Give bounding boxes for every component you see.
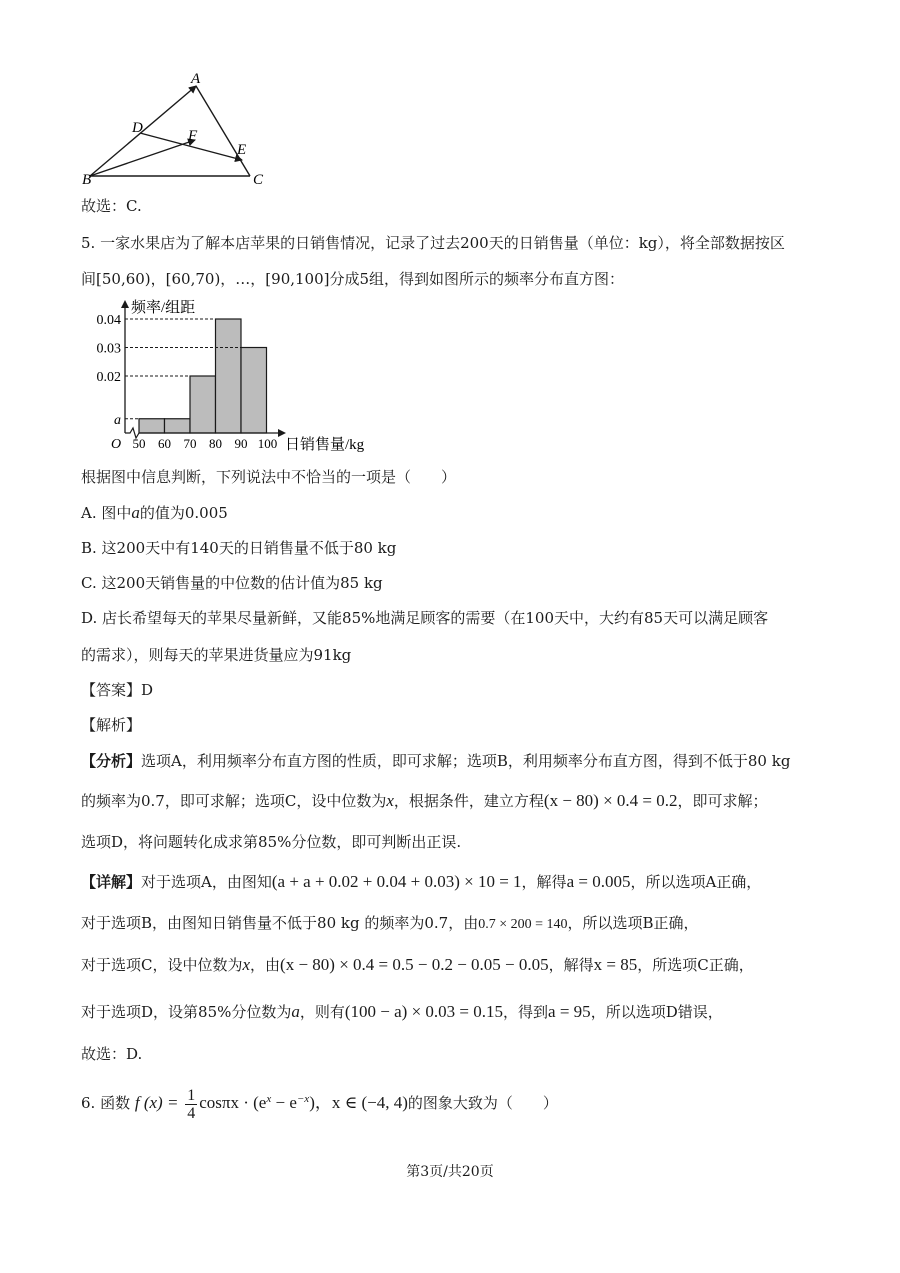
segment-bf <box>90 140 195 176</box>
option-c: C. 这200天销售量的中位数的估计值为85 kg <box>81 574 383 592</box>
q6-minus: − e <box>271 1093 297 1112</box>
segment-ac <box>196 86 250 176</box>
detail-text4-mid: ，则有 <box>299 1003 345 1021</box>
analysis-line3: 选项D，将问题转化成求第85%分位数，即可判断出正误. <box>81 833 462 851</box>
detail-equation3: (x − 80) × 0.4 = 0.5 − 0.2 − 0.05 − 0.05 <box>280 955 549 974</box>
detail-text1-post: ，所以选项A正确， <box>630 873 762 891</box>
histogram-bar <box>165 419 191 433</box>
detail-equation2: 0.7 × 200 = 140 <box>478 917 568 932</box>
q6-sup1: x <box>266 1093 272 1105</box>
x-tick-label: 100 <box>257 436 278 451</box>
detail-var-a: a <box>291 1002 300 1021</box>
analysis-equation: (x − 80) × 0.4 = 0.2 <box>543 791 678 810</box>
histogram-bar <box>241 348 267 434</box>
q6-domain: ，x ∈ (−4, 4) <box>314 1093 408 1112</box>
q6-function: f (x) = <box>134 1093 179 1112</box>
q6-fraction-denominator: 4 <box>187 1104 196 1122</box>
detail-equation4: (100 − a) × 0.03 = 0.15 <box>344 1002 504 1021</box>
final-answer: 故选：D. <box>81 1045 143 1063</box>
q6-fraction-numerator: 1 <box>187 1086 196 1104</box>
analysis-var-x: x <box>386 791 394 810</box>
detail-line3 <box>81 954 754 976</box>
histogram-bar <box>139 419 165 433</box>
y-tick-label: 0.04 <box>96 313 121 328</box>
option-a-text: 的值为0.005 <box>139 504 228 522</box>
option-a-var: a <box>131 503 140 522</box>
label-a: A <box>191 71 201 87</box>
triangle-figure <box>78 68 278 190</box>
analysis-tag: 【分析】 <box>81 752 142 770</box>
q6-line <box>81 1074 558 1124</box>
y-axis-title: 频率/组距 <box>131 300 196 316</box>
detail-text1-mid: ，解得 <box>521 873 567 891</box>
histogram-bar <box>216 319 242 433</box>
histogram-bar <box>190 376 216 433</box>
detail-text3-pre: 对于选项C，设中位数为 <box>81 956 243 974</box>
analysis-text2-pre: 的频率为0.7，即可求解；选项C，设中位数为 <box>81 792 387 810</box>
detail-equation1: (a + a + 0.02 + 0.04 + 0.03) × 10 = 1 <box>271 872 522 891</box>
q5-line2: 间[50,60)，[60,70)，…，[90,100]分成5组，得到如图所示的频率分布直方图： <box>81 270 625 288</box>
x-axis-arrow <box>278 429 286 437</box>
detail-text2-post: ，所以选项B正确， <box>567 914 699 932</box>
q5-line1: 5. 一家水果店为了解本店苹果的日销售情况，记录了过去200天的日销售量（单位：kg），将全部数据按区 <box>81 234 785 252</box>
y-tick-label: 0.02 <box>96 370 121 385</box>
detail-line4 <box>81 1001 723 1023</box>
detail-text4-pre: 对于选项D，设第85%分位数为 <box>81 1003 292 1021</box>
analysis-title: 【解析】 <box>81 716 142 734</box>
analysis-line1 <box>81 750 790 772</box>
q6-body: cosπx · (e <box>199 1093 267 1112</box>
analysis-text2-post: ，即可求解； <box>677 792 768 810</box>
detail-tag: 【详解】 <box>81 873 142 891</box>
detail-text3-mid2: ，解得 <box>548 956 594 974</box>
detail-equation1b: a = 0.005 <box>566 872 631 891</box>
q6-sup2: −x <box>296 1093 310 1105</box>
q6-prefix: 6. 函数 <box>81 1094 131 1112</box>
x-tick-label: 80 <box>209 436 222 451</box>
detail-var-x: x <box>242 955 251 974</box>
q6-postfix: 的图象大致为（ ） <box>407 1094 558 1112</box>
detail-line1 <box>81 871 761 893</box>
y-tick-label: a <box>114 412 121 428</box>
origin-label: O <box>111 437 122 452</box>
option-a-prefix: A. 图中 <box>81 504 132 522</box>
frequency-histogram <box>75 296 375 456</box>
segment-ba <box>90 86 196 176</box>
option-d-line1: D. 店长希望每天的苹果尽量新鲜，又能85%地满足顾客的需要（在100天中，大约有85天可以满足顾客 <box>81 609 769 627</box>
x-tick-label: 50 <box>132 436 146 451</box>
detail-text3-post: ，所选项C正确， <box>637 956 754 974</box>
detail-text3-mid: ，由 <box>250 956 281 974</box>
x-axis-title: 日销售量/kg <box>285 437 365 453</box>
q5-question: 根据图中信息判断，下列说法中不恰当的一项是（ ） <box>81 468 457 486</box>
detail-line2 <box>81 912 699 936</box>
option-b: B. 这200天中有140天的日销售量不低于80 kg <box>81 539 397 557</box>
detail-equation4b: a = 95 <box>548 1002 591 1021</box>
label-c: C <box>253 172 264 188</box>
option-d-line2: 的需求），则每天的苹果进货量应为91kg <box>81 646 352 664</box>
q6-fraction <box>185 1087 197 1122</box>
analysis-text1: 选项A，利用频率分布直方图的性质，即可求解；选项B，利用频率分布直方图，得到不低于80 kg <box>141 752 791 770</box>
detail-text1-pre: 对于选项A，由图知 <box>141 873 272 891</box>
answer-line-c: 故选：C. <box>81 197 142 215</box>
y-tick-label: 0.03 <box>96 341 121 357</box>
detail-text4-mid2: ，得到 <box>503 1003 549 1021</box>
x-tick-label: 70 <box>183 436 197 451</box>
answer-label: 【答案】D <box>81 681 154 699</box>
label-e: E <box>237 142 247 158</box>
analysis-line2 <box>81 790 768 812</box>
detail-text4-post: ，所以选项D错误， <box>590 1003 723 1021</box>
y-axis-arrow <box>121 300 129 308</box>
analysis-text2-mid: ，根据条件，建立方程 <box>393 792 544 810</box>
option-a <box>81 502 228 524</box>
label-d: D <box>132 120 143 136</box>
q6-close: ) <box>309 1093 315 1112</box>
detail-equation3b: x = 85 <box>593 955 638 974</box>
detail-text2-pre: 对于选项B，由图知日销售量不低于80 kg 的频率为0.7，由 <box>81 914 479 932</box>
x-tick-label: 90 <box>234 436 248 451</box>
page-footer: 第3页/共20页 <box>406 1164 494 1180</box>
x-tick-label: 60 <box>158 436 171 451</box>
label-f: F <box>188 128 198 144</box>
label-b: B <box>82 172 92 188</box>
